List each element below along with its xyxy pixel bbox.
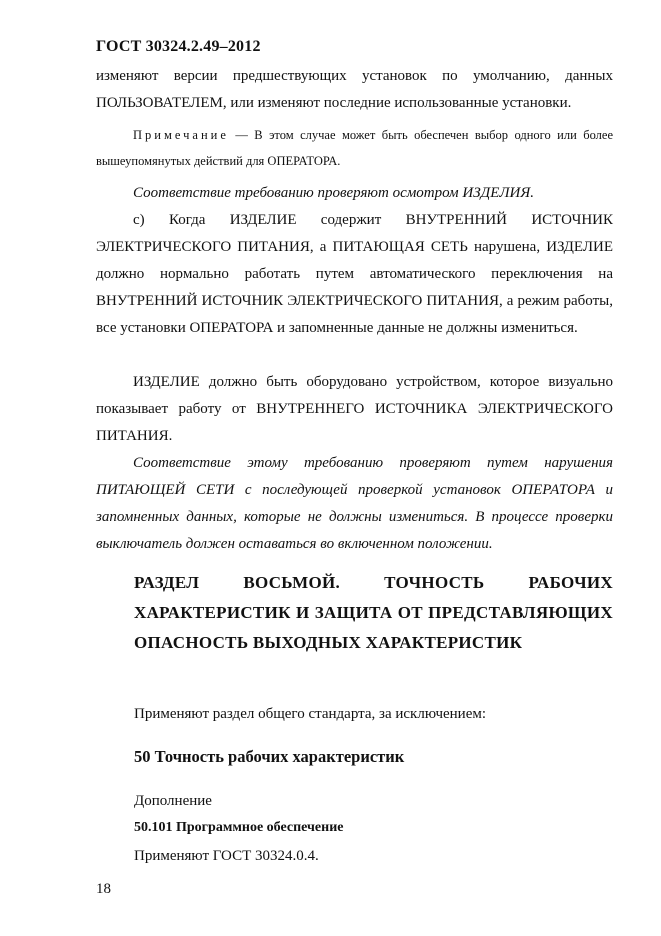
check-statement: Соответствие этому требованию проверяют путем нарушения ПИТАЮЩЕЙ СЕТИ с последующей проверкой установок ОПЕРАТОРА и запомненных данных, которые не должны измениться. В процессе проверки выключатель должен оставаться во включенном положении. [96,455,613,552]
section-title: РАЗДЕЛ ВОСЬМОЙ. ТОЧНОСТЬ РАБОЧИХ ХАРАКТЕРИСТИК И ЗАЩИТА ОТ ПРЕДСТАВЛЯЮЩИХ ОПАСНОСТЬ ВЫХОДНЫХ ХАРАКТЕРИСТИК [134,573,613,652]
note-label: Примечание [133,128,229,142]
document-header: ГОСТ 30324.2.49–2012 [96,38,261,55]
item-c-paragraph: c) Когда ИЗДЕЛИЕ содержит ВНУТРЕННИЙ ИСТОЧНИК ЭЛЕКТРИЧЕСКОГО ПИТАНИЯ, а ПИТАЮЩАЯ СЕТЬ нарушена, ИЗДЕЛИЕ должно нормально работать путем автоматического переключения на ВНУТРЕННИЙ ИСТОЧНИК ЭЛЕКТРИЧЕСКОГО ПИТАНИЯ, а режим работы, все установки ОПЕРАТОРА и запомненные данные не должны измениться. [96,212,613,336]
note-paragraph [96,122,613,174]
note-text: В этом случае может быть обеспечен выбор одного или более вышеупомянутых действий для ОПЕРАТОРА. [96,128,613,168]
page-number: 18 [96,881,111,897]
addition-label: Дополнение [134,793,212,809]
check-statement: Соответствие требованию проверяют осмотром ИЗДЕЛИЯ. [133,185,534,201]
paragraph-line: ПОЛЬЗОВАТЕЛЕМ, или изменяют последние использованные установки. [96,95,572,111]
note-dash: — [228,128,255,142]
clause-heading: 50 Точность рабочих характеристик [134,747,405,766]
subclause-heading: 50.101 Программное обеспечение [134,820,344,835]
indicator-paragraph: ИЗДЕЛИЕ должно быть оборудовано устройством, которое визуально показывает работу от ВНУТРЕННЕГО ИСТОЧНИКА ЭЛЕКТРИЧЕСКОГО ПИТАНИЯ. [96,374,613,444]
paragraph-line: изменяют версии предшествующих установок по умолчанию, данных [96,68,613,84]
section-applies: Применяют раздел общего стандарта, за исключением: [134,706,487,722]
applies-gost: Применяют ГОСТ 30324.0.4. [134,848,319,864]
